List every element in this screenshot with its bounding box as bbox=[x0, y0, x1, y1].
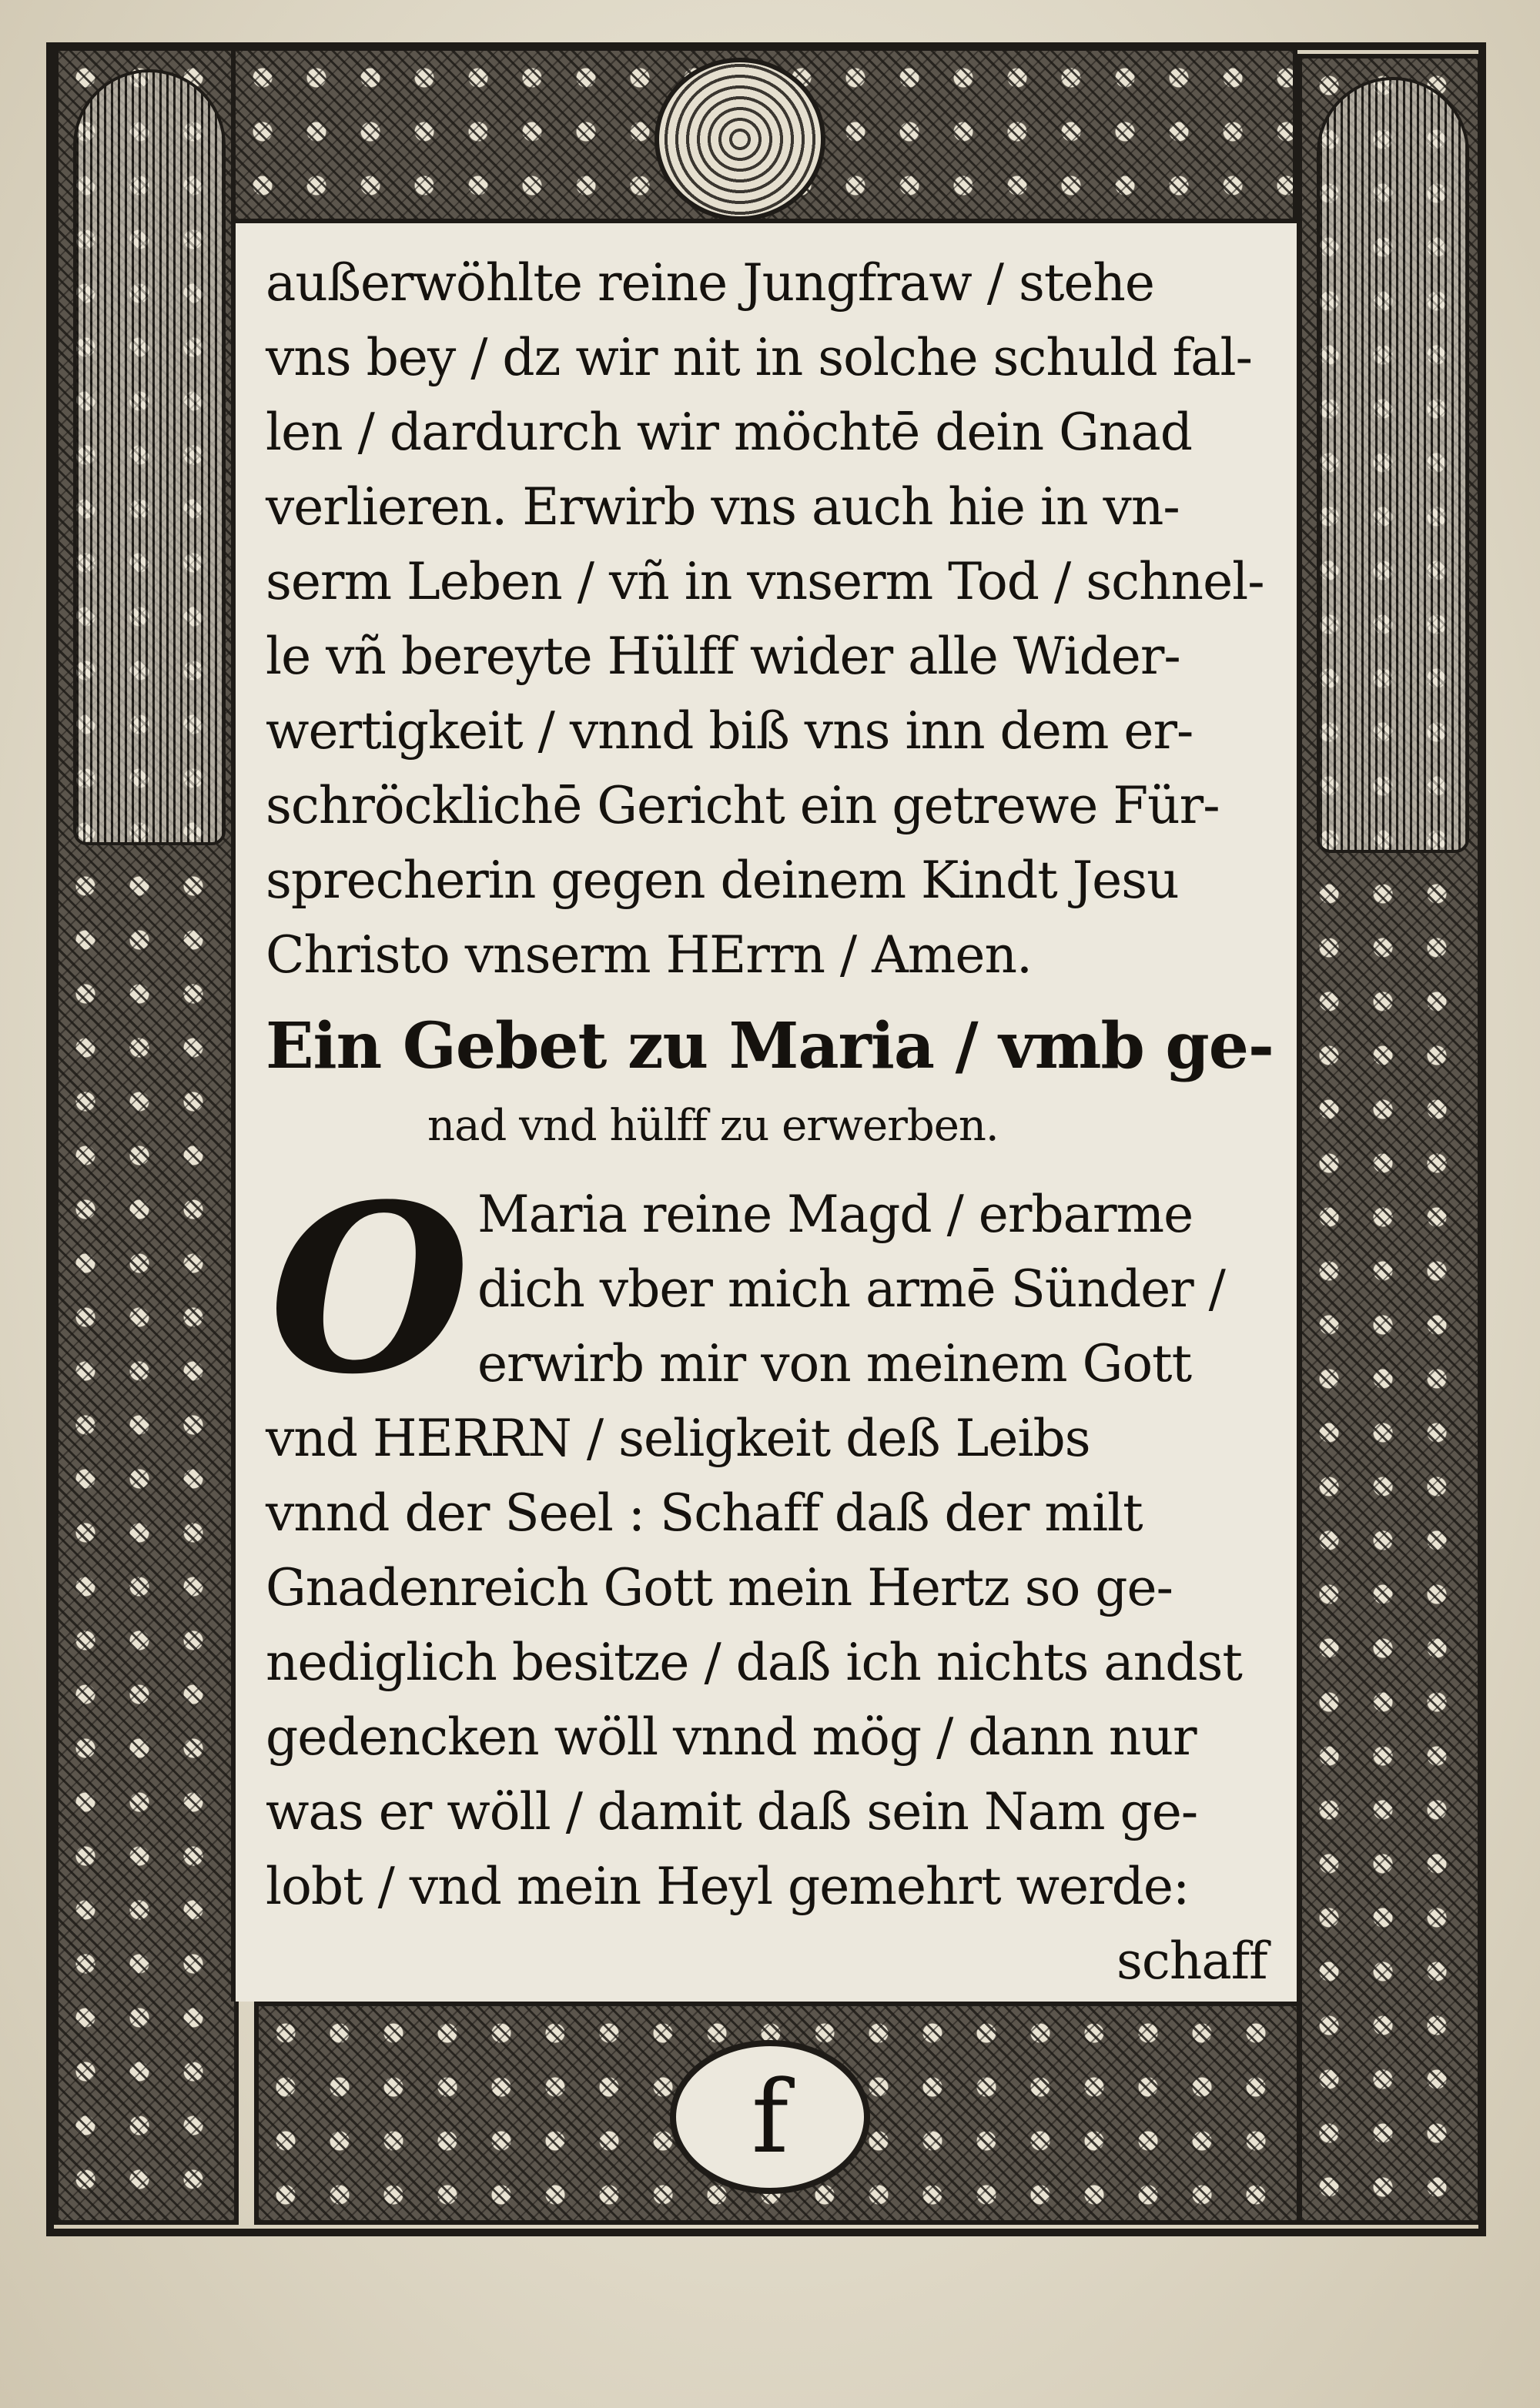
prayer-heading: Ein Gebet zu Maria / vmb ge- bbox=[266, 1009, 1274, 1083]
text-line: vns bey / dz wir nit in solche schuld fal- bbox=[266, 328, 1252, 387]
drop-cap-initial: O bbox=[269, 1153, 470, 1425]
folio-signature: f bbox=[751, 2059, 789, 2176]
prayer-line: vnnd der Seel : Schaff daß der milt bbox=[266, 1483, 1143, 1543]
prayer-line: was er wöll / damit daß sein Nam ge- bbox=[266, 1782, 1198, 1841]
text-line: außerwöhlte reine Jungfraw / stehe bbox=[266, 253, 1154, 313]
prayer-line: dich vber mich armē Sünder / bbox=[477, 1259, 1225, 1319]
prayer-line: Gnadenreich Gott mein Hertz so ge- bbox=[266, 1558, 1173, 1617]
text-line: schröcklichē Gericht ein getrewe Für- bbox=[266, 776, 1220, 835]
prayer-line: nediglich besitze / daß ich nichts andst bbox=[266, 1633, 1242, 1692]
prayer-line: vnd HERRN / seligkeit deß Leibs bbox=[266, 1409, 1090, 1468]
prayer-line: lobt / vnd mein Heyl gemehrt werde: bbox=[266, 1857, 1190, 1916]
prayer-line: erwirb mir von meinem Gott bbox=[477, 1334, 1192, 1393]
text-line: serm Leben / vñ in vnserm Tod / schnel- bbox=[266, 552, 1264, 611]
text-line: len / dardurch wir möchtē dein Gnad bbox=[266, 403, 1192, 462]
text-line: verlieren. Erwirb vns auch hie in vn- bbox=[266, 477, 1180, 537]
text-line: sprecherin gegen deinem Kindt Jesu bbox=[266, 851, 1179, 910]
text-line: wertigkeit / vnnd biß vns inn dem er- bbox=[266, 701, 1194, 761]
prayer-line: gedencken wöll vnnd mög / dann nur bbox=[266, 1707, 1197, 1767]
prayer-subheading: nad vnd hülff zu erwerben. bbox=[427, 1101, 999, 1151]
text-line: le vñ bereyte Hülff wider alle Wider- bbox=[266, 627, 1180, 686]
left-saint-figure bbox=[73, 69, 226, 845]
right-saint-figure bbox=[1317, 77, 1469, 853]
text-line: Christo vnserm HErrn / Amen. bbox=[266, 925, 1032, 985]
prayer-line: Maria reine Magd / erbarme bbox=[477, 1185, 1194, 1244]
catchword: schaff bbox=[1116, 1931, 1267, 1991]
sun-medallion bbox=[654, 58, 825, 221]
